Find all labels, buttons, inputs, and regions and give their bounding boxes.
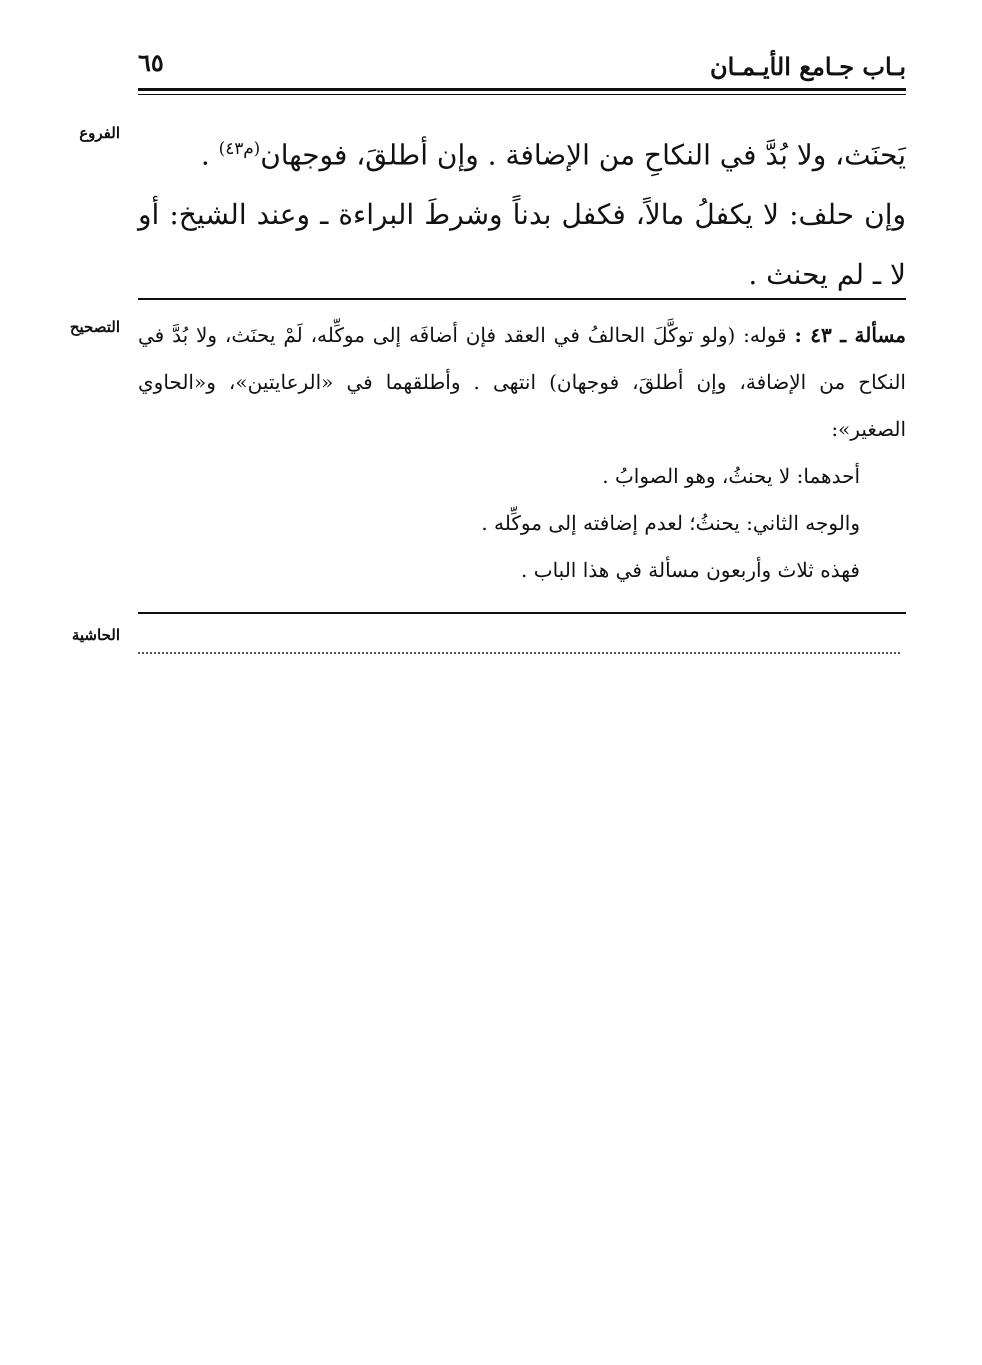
section-separator-1	[138, 298, 906, 300]
section-separator-2	[138, 612, 906, 614]
section-label-tashih: التصحيح	[69, 318, 120, 336]
furu-line-1-end: .	[200, 138, 219, 172]
page-number: ٦٥	[138, 48, 164, 77]
tashih-text-block	[138, 312, 906, 594]
furu-line-1-text: يَحنَث، ولا بُدَّ في النكاحِ من الإضافة . وإن أطلقَ، فوجهان	[260, 138, 906, 172]
running-head: بـاب جـامع الأيـمـان	[710, 52, 906, 81]
tashih-item-1: أحدهما: لا يحنثُ، وهو الصوابُ .	[602, 464, 860, 488]
tashih-item-2: والوجه الثاني: يحنثُ؛ لعدم إضافته إلى موكِّله .	[481, 511, 860, 535]
hashiya-dotted-line	[138, 652, 900, 654]
masala-body: قوله: (ولو توكَّلَ الحالفُ في العقد فإن أضافَه إلى موكِّله، لَمْ يحنَث، ولا بُدَّ في النكاح من الإضافة، وإن أطلقَ، فوجهان) انتهى . وأطلقهما في «الرعايتين»، و«الحاوي الصغير»:	[138, 323, 906, 441]
furu-line-1	[138, 118, 906, 185]
header-rule-thin	[138, 94, 906, 95]
footnote-marker: (م٤٣)	[218, 138, 261, 158]
furu-text-block	[138, 118, 906, 305]
masala-heading: مسألة ـ ٤٣ :	[794, 323, 907, 347]
furu-paragraph-2: وإن حلف: لا يكفلُ مالاً، فكفل بدناً وشرطَ البراءة ـ وعند الشيخ: أو لا ـ لم يحنث .	[138, 198, 906, 292]
tashih-paragraph	[138, 312, 906, 453]
section-label-furu: الفروع	[79, 124, 120, 142]
tashih-item-3: فهذه ثلاث وأربعون مسألة في هذا الباب .	[521, 558, 860, 582]
section-label-hashiya: الحاشية	[71, 626, 120, 644]
header-rule-thick	[138, 88, 906, 91]
